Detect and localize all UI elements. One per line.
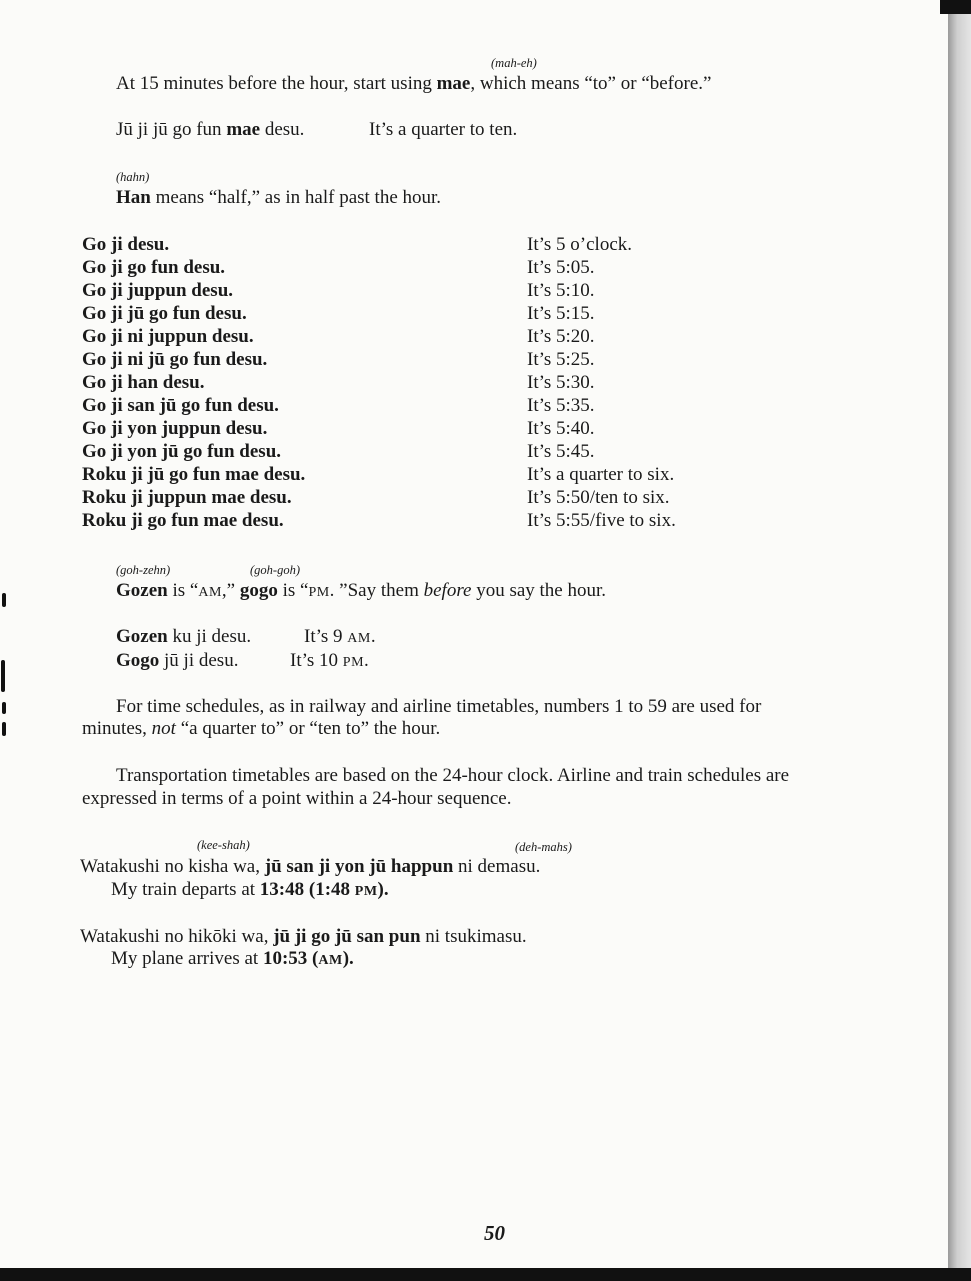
pronunciation-han: (hahn) — [116, 170, 150, 184]
pronunciation-kisha: (kee-shah) — [197, 838, 250, 852]
time-row-jp: Go ji jū go fun desu. — [82, 303, 247, 324]
time-row-en: It’s 5:45. — [527, 441, 595, 462]
time-row-en: It’s 5:20. — [527, 326, 595, 347]
train-example-english: My train departs at 13:48 (1:48 PM). — [111, 879, 389, 900]
transport-paragraph-line-1: Transportation timetables are based on the 24-hour clock. Airline and train schedules are — [116, 765, 790, 786]
scan-border — [0, 1268, 971, 1281]
time-row-en: It’s 5:50/ten to six. — [527, 487, 670, 508]
ampm-explanation: Gozen is “AM,” gogo is “PM. ”Say them before you say the hour. — [116, 580, 607, 601]
han-explanation: Han means “half,” as in half past the hour. — [116, 187, 442, 208]
term-han: Han — [116, 187, 151, 208]
binder-mark — [2, 702, 6, 714]
time-row-jp: Roku ji jū go fun mae desu. — [82, 464, 306, 485]
time-row-en: It’s 5:25. — [527, 349, 595, 370]
time-row-jp: Go ji juppun desu. — [82, 280, 234, 301]
time-row-en: It’s 5:55/five to six. — [527, 510, 676, 531]
binder-mark — [1, 660, 5, 692]
mae-example: Jū ji jū go fun mae desu. — [116, 119, 305, 140]
time-row-en: It’s 5:15. — [527, 303, 595, 324]
binder-mark — [2, 722, 6, 736]
pronunciation-gogo: (goh-goh) — [250, 563, 300, 577]
page-number: 50 — [484, 1221, 505, 1245]
time-row-en: It’s 5:30. — [527, 372, 595, 393]
scan-border — [940, 0, 971, 14]
time-row-jp: Roku ji go fun mae desu. — [82, 510, 284, 531]
binder-mark — [2, 593, 6, 607]
time-row-jp: Go ji yon juppun desu. — [82, 418, 268, 439]
gozen-example-translation: It’s 9 AM. — [304, 626, 376, 647]
time-row-en: It’s 5 o’clock. — [527, 234, 633, 255]
term-mae: mae — [436, 73, 471, 94]
plane-example-english: My plane arrives at 10:53 (AM). — [111, 948, 354, 969]
schedules-paragraph-line-2: minutes, not “a quarter to” or “ten to” the hour. — [82, 718, 441, 739]
pronunciation-gozen: (goh-zehn) — [116, 563, 171, 577]
pronunciation-demasu: (deh-mahs) — [515, 840, 572, 854]
schedules-paragraph-line-1: For time schedules, as in railway and airline timetables, numbers 1 to 59 are used for — [116, 696, 762, 717]
time-row-jp: Go ji ni jū go fun desu. — [82, 349, 268, 370]
time-row-jp: Go ji go fun desu. — [82, 257, 226, 278]
time-row-jp: Go ji ni juppun desu. — [82, 326, 254, 347]
time-row-jp: Go ji yon jū go fun desu. — [82, 441, 282, 462]
time-row-en: It’s 5:35. — [527, 395, 595, 416]
time-row-jp: Go ji desu. — [82, 234, 170, 255]
gozen-example: Gozen ku ji desu. — [116, 626, 252, 647]
plane-example-japanese: Watakushi no hikōki wa, jū ji go jū san pun ni tsukimasu. — [80, 926, 527, 947]
pronunciation-mae: (mah-eh) — [491, 56, 537, 70]
train-example-japanese: Watakushi no kisha wa, jū san ji yon jū happun ni demasu. — [80, 856, 541, 877]
page-edge-shadow — [948, 0, 971, 1281]
time-table-japanese — [82, 233, 305, 532]
time-table-english — [527, 233, 676, 532]
mae-explanation: At 15 minutes before the hour, start using mae, which means “to” or “before.” — [116, 73, 712, 94]
time-row-jp: Go ji han desu. — [82, 372, 205, 393]
time-row-en: It’s 5:40. — [527, 418, 595, 439]
mae-example-translation: It’s a quarter to ten. — [369, 119, 518, 140]
time-row-en: It’s 5:05. — [527, 257, 595, 278]
time-row-jp: Go ji san jū go fun desu. — [82, 395, 279, 416]
time-row-en: It’s 5:10. — [527, 280, 595, 301]
time-row-jp: Roku ji juppun mae desu. — [82, 487, 292, 508]
gogo-example: Gogo jū ji desu. — [116, 650, 239, 671]
transport-paragraph-line-2: expressed in terms of a point within a 24-hour sequence. — [82, 788, 512, 809]
time-row-en: It’s a quarter to six. — [527, 464, 675, 485]
gogo-example-translation: It’s 10 PM. — [290, 650, 369, 671]
